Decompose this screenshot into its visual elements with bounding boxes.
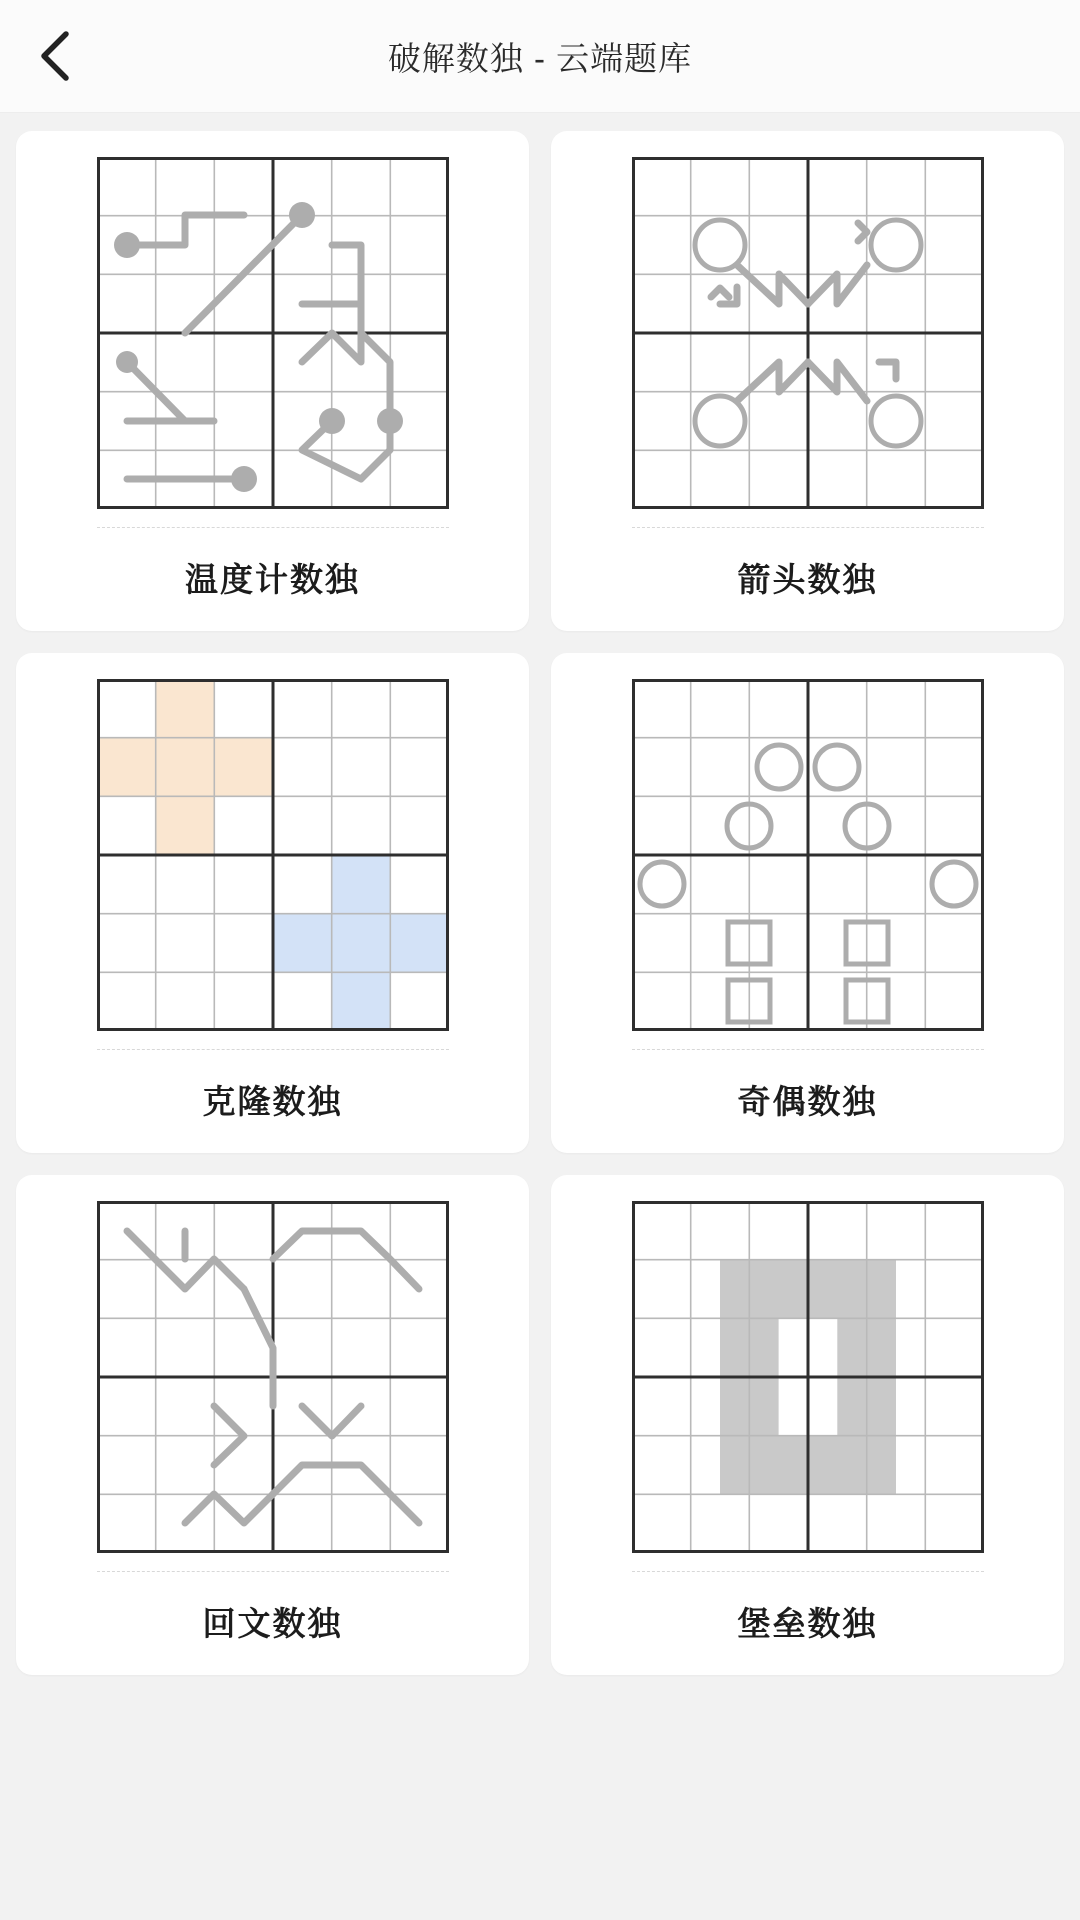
chevron-left-icon [36, 28, 80, 84]
puzzle-card-arrow[interactable] [551, 131, 1064, 631]
puzzle-card-label: 温度计数独 [185, 561, 360, 598]
puzzle-card-palindrome[interactable] [16, 1175, 529, 1675]
puzzle-card-label: 箭头数独 [737, 561, 878, 598]
puzzle-card-clone[interactable] [16, 653, 529, 1153]
palindrome-thumbnail [97, 1201, 449, 1553]
puzzle-type-grid [0, 113, 1080, 1675]
puzzle-card-label: 回文数独 [202, 1605, 343, 1642]
app-header [0, 0, 1080, 113]
puzzle-card-label: 克隆数独 [202, 1083, 343, 1120]
clone-thumbnail [97, 679, 449, 1031]
back-button[interactable] [22, 20, 94, 92]
arrow-thumbnail [632, 157, 984, 509]
fortress-thumbnail [632, 1201, 984, 1553]
thermo-thumbnail [97, 157, 449, 509]
puzzle-card-label: 堡垒数独 [737, 1605, 878, 1642]
puzzle-card-label: 奇偶数独 [737, 1083, 878, 1120]
oddeven-thumbnail [632, 679, 984, 1031]
puzzle-card-thermo[interactable] [16, 131, 529, 631]
puzzle-card-oddeven[interactable] [551, 653, 1064, 1153]
page-title: 破解数独 - 云端题库 [387, 39, 693, 77]
puzzle-card-fortress[interactable] [551, 1175, 1064, 1675]
